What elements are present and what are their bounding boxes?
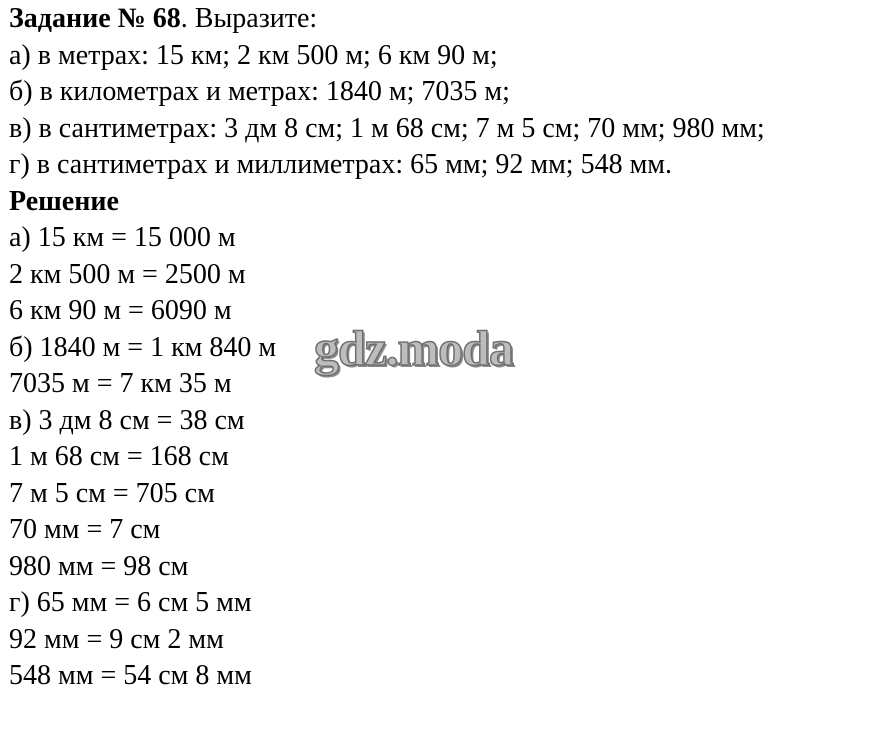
task-title bbox=[9, 1, 879, 38]
solution-line: 548 мм = 54 см 8 мм bbox=[9, 660, 252, 691]
solution-line: б) 1840 м = 1 км 840 м bbox=[9, 331, 277, 363]
solution-line: 2 км 500 м = 2500 м bbox=[9, 258, 246, 290]
task-instruction: . Выразите: bbox=[180, 3, 318, 34]
solution-line: 1 м 68 см = 168 см bbox=[9, 441, 229, 472]
watermark: gdz.moda bbox=[314, 320, 513, 376]
solution-line: 7035 м = 7 км 35 м bbox=[9, 368, 232, 399]
solution-line: г) 65 мм = 6 см 5 мм bbox=[9, 587, 252, 618]
solution-line: 6 км 90 м = 6090 м bbox=[9, 295, 232, 326]
solution-heading: Решение bbox=[9, 185, 119, 217]
task-item-a: а) в метрах: 15 км; 2 км 500 м; 6 км 90 м; bbox=[9, 39, 498, 71]
solution-line: 980 мм = 98 см bbox=[9, 550, 189, 582]
solution-line: 70 мм = 7 см bbox=[9, 514, 161, 545]
solution-line: 7 м 5 см = 705 см bbox=[9, 477, 215, 509]
solution-line: 92 мм = 9 см 2 мм bbox=[9, 623, 224, 655]
task-item-g: г) в сантиметрах и миллиметрах: 65 мм; 92 мм; 548 мм. bbox=[9, 149, 673, 180]
task-item-b: б) в километрах и метрах: 1840 м; 7035 м; bbox=[9, 76, 510, 107]
solution-line: а) 15 км = 15 000 м bbox=[9, 222, 236, 253]
solution-line: в) 3 дм 8 см = 38 см bbox=[9, 404, 245, 436]
task-number: Задание № 68 bbox=[9, 3, 181, 34]
task-item-v: в) в сантиметрах: 3 дм 8 см; 1 м 68 см; 7 м 5 см; 70 мм; 980 мм; bbox=[9, 112, 765, 144]
